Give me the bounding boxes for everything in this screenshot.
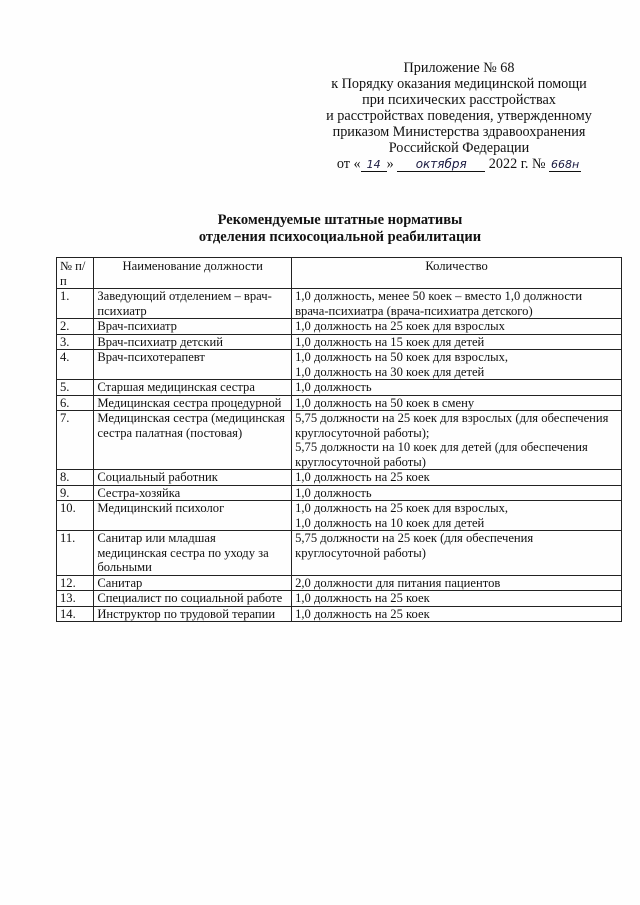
table-row	[57, 531, 622, 576]
table-row	[57, 289, 622, 319]
row-number: 1.	[57, 289, 94, 319]
row-number: 2.	[57, 319, 94, 335]
table-row	[57, 485, 622, 501]
position-quantity	[292, 606, 622, 622]
staffing-table	[56, 257, 622, 622]
position-quantity	[292, 531, 622, 576]
row-number: 7.	[57, 411, 94, 470]
table-row	[57, 319, 622, 335]
position-quantity	[292, 319, 622, 335]
table-row	[57, 470, 622, 486]
position-name: Врач-психотерапевт	[94, 350, 292, 380]
position-name: Социальный работник	[94, 470, 292, 486]
quantity-line: 1,0 должность на 25 коек для взрослых,	[295, 501, 509, 515]
position-name: Инструктор по трудовой терапии	[94, 606, 292, 622]
position-quantity	[292, 501, 622, 531]
quantity-line: 1,0 должность на 50 коек для взрослых,	[295, 350, 509, 364]
table-header-row	[57, 258, 622, 289]
title-line-2: отделения психосоциальной реабилитации	[198, 229, 482, 245]
position-quantity	[292, 591, 622, 607]
table-row	[57, 411, 622, 470]
date-year: 2022 г. №	[488, 156, 546, 172]
quantity-line: 5,75 должности на 25 коек (для обеспечения круглосуточной работы)	[295, 531, 534, 560]
table-row	[57, 350, 622, 380]
position-name: Санитар	[94, 575, 292, 591]
position-name: Врач-психиатр	[94, 319, 292, 335]
handwritten-day: 14	[361, 158, 387, 172]
title-line-1: Рекомендуемые штатные нормативы	[217, 212, 463, 228]
position-name: Санитар или младшая медицинская сестра по уходу за больными	[94, 531, 292, 576]
row-number: 4.	[57, 350, 94, 380]
quantity-line: 5,75 должности на 10 коек для детей (для обеспечения круглосуточной работы)	[295, 440, 588, 469]
appendix-header	[300, 60, 618, 174]
appendix-line: при психических расстройствах	[362, 92, 556, 108]
header-name: Наименование должности	[94, 258, 292, 289]
quantity-line: 1,0 должность на 10 коек для детей	[295, 515, 485, 530]
table-row	[57, 591, 622, 607]
position-quantity	[292, 289, 622, 319]
position-quantity	[292, 575, 622, 591]
row-number: 9.	[57, 485, 94, 501]
appendix-line: к Порядку оказания медицинской помощи	[331, 76, 587, 92]
handwritten-month: октября	[397, 158, 485, 172]
quantity-line: 1,0 должность	[295, 485, 372, 500]
row-number: 13.	[57, 591, 94, 607]
table-row	[57, 395, 622, 411]
quantity-line: 1,0 должность	[295, 380, 372, 394]
quantity-line: 5,75 должности на 25 коек для взрослых (для обеспечения круглосуточной работы);	[295, 411, 609, 440]
quantity-line: 1,0 должность на 25 коек	[295, 606, 430, 621]
position-name: Врач-психиатр детский	[94, 334, 292, 350]
position-quantity	[292, 334, 622, 350]
appendix-line: Российской Федерации	[388, 140, 530, 156]
quantity-line: 1,0 должность на 25 коек для взрослых	[295, 319, 505, 333]
order-date-line	[300, 156, 618, 174]
row-number: 14.	[57, 606, 94, 622]
quantity-line: 1,0 должность на 50 коек в смену	[295, 395, 475, 410]
table-body	[57, 289, 622, 622]
row-number: 6.	[57, 395, 94, 411]
position-name: Сестра-хозяйка	[94, 485, 292, 501]
row-number: 12.	[57, 575, 94, 591]
quantity-line: 1,0 должность на 25 коек	[295, 591, 430, 605]
position-name: Специалист по социальной работе	[94, 591, 292, 607]
row-number: 8.	[57, 470, 94, 486]
position-quantity	[292, 395, 622, 411]
quantity-line: 1,0 должность на 30 коек для детей	[295, 364, 485, 379]
quantity-line: 2,0 должности для питания пациентов	[295, 575, 501, 590]
row-number: 5.	[57, 380, 94, 396]
position-name: Заведующий отделением – врач-психиатр	[94, 289, 292, 319]
row-number: 10.	[57, 501, 94, 531]
position-name: Медицинская сестра (медицинская сестра палатная (постовая)	[94, 411, 292, 470]
position-quantity	[292, 485, 622, 501]
table-row	[57, 501, 622, 531]
header-num: № п/п	[57, 258, 94, 289]
header-qty: Количество	[292, 258, 622, 289]
position-name: Старшая медицинская сестра	[94, 380, 292, 396]
document-title	[60, 212, 620, 246]
appendix-line: Приложение № 68	[403, 60, 515, 76]
table-row	[57, 380, 622, 396]
table-row	[57, 334, 622, 350]
appendix-line: приказом Министерства здравоохранения	[332, 124, 586, 140]
row-number: 11.	[57, 531, 94, 576]
position-quantity	[292, 470, 622, 486]
table-row	[57, 606, 622, 622]
position-name: Медицинский психолог	[94, 501, 292, 531]
table-row	[57, 575, 622, 591]
position-name: Медицинская сестра процедурной	[94, 395, 292, 411]
position-quantity	[292, 411, 622, 470]
quantity-line: 1,0 должность на 25 коек	[295, 470, 430, 484]
handwritten-order-number: 668н	[551, 158, 580, 171]
appendix-line: и расстройствах поведения, утвержденному	[326, 108, 592, 124]
quantity-line: 1,0 должность, менее 50 коек – вместо 1,0 должности врача-психиатра (врача-психиатра детского)	[295, 289, 583, 318]
row-number: 3.	[57, 334, 94, 350]
date-mid: »	[386, 156, 394, 172]
position-quantity	[292, 350, 622, 380]
date-prefix: от «	[336, 156, 361, 172]
position-quantity	[292, 380, 622, 396]
quantity-line: 1,0 должность на 15 коек для детей	[295, 334, 485, 349]
